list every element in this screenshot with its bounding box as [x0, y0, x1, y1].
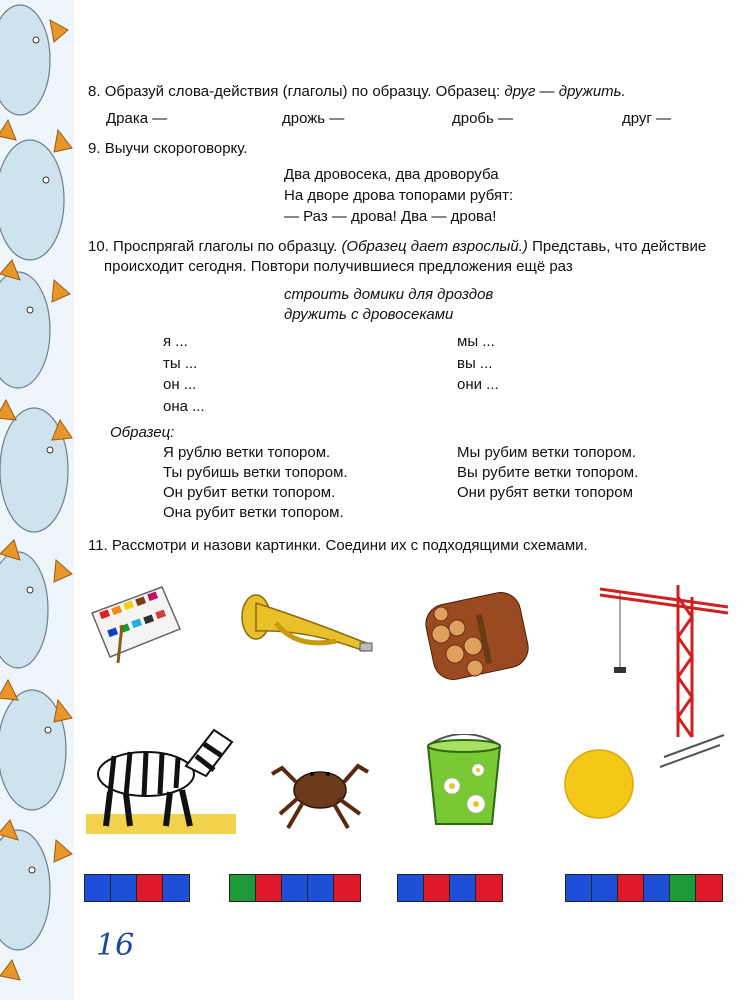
tongue-twister-line: Два дровосека, два дроворуба [284, 166, 499, 183]
scheme-square [308, 875, 334, 901]
scheme-square [398, 875, 424, 901]
scheme-square [282, 875, 308, 901]
task8-instruction: Образуй слова-действия (глаголы) по образцу. Образец: [104, 83, 501, 100]
scheme-square [450, 875, 476, 901]
pronoun: она ... [163, 398, 205, 415]
task10-instruction: Проспрягай глаголы по образцу. [113, 238, 338, 255]
sound-scheme[interactable] [565, 874, 723, 902]
scheme-square [230, 875, 256, 901]
pronoun: я ... [163, 333, 188, 350]
task8-word: друг — [622, 110, 672, 127]
scheme-square [566, 875, 592, 901]
task8-number: 8. [88, 83, 101, 100]
scheme-square [111, 875, 137, 901]
scheme-square [256, 875, 282, 901]
firewood-picture[interactable] [421, 584, 533, 684]
scheme-square [476, 875, 502, 901]
task9-instruction: Выучи скороговорку. [104, 140, 248, 157]
task10-phrase: строить домики для дроздов [284, 286, 494, 303]
scheme-square [85, 875, 111, 901]
sample-label: Образец: [110, 424, 175, 441]
pronoun: он ... [163, 376, 197, 393]
sample-sentence: Мы рубим ветки топором. [457, 444, 637, 461]
task8-word: Драка — [106, 110, 168, 127]
tongue-twister-line: На дворе дрова топорами рубят: [284, 187, 514, 204]
task10-phrase: дружить с дровосеками [284, 306, 454, 323]
task8-example: друг — дружить. [504, 83, 626, 100]
task11-instruction: Рассмотри и назови картинки. Соедини их с подходящими схемами. [111, 537, 588, 554]
sample-sentence: Она рубит ветки топором. [163, 504, 344, 521]
scheme-square [618, 875, 644, 901]
paints-picture[interactable] [88, 583, 184, 663]
sample-sentence: Я рублю ветки топором. [163, 444, 331, 461]
crab-picture[interactable] [268, 748, 372, 832]
page-number: 16 [96, 928, 135, 963]
pronoun: вы ... [457, 355, 493, 372]
task9-number: 9. [88, 140, 101, 157]
task10-instruction-b: Представь, что действие [532, 238, 707, 255]
task10-line1 [88, 238, 706, 256]
yellow-circle-picture[interactable] [563, 748, 635, 820]
sound-scheme[interactable] [84, 874, 190, 902]
scheme-square [137, 875, 163, 901]
tongue-twister-line: — Раз — дрова! Два — дрова! [284, 208, 497, 225]
sound-scheme[interactable] [229, 874, 361, 902]
scheme-square [670, 875, 696, 901]
scheme-square [696, 875, 722, 901]
sample-sentence: Он рубит ветки топором. [163, 484, 336, 501]
crane-picture[interactable] [600, 577, 732, 772]
scheme-square [592, 875, 618, 901]
scheme-square [334, 875, 360, 901]
scheme-square [424, 875, 450, 901]
pronoun: ты ... [163, 355, 198, 372]
bucket-picture[interactable] [424, 734, 504, 828]
trumpet-picture[interactable] [236, 593, 376, 661]
pronoun: они ... [457, 376, 499, 393]
task9-line [88, 140, 247, 158]
pronoun: мы ... [457, 333, 495, 350]
task11-line [88, 537, 588, 555]
fish-border-decoration [0, 0, 74, 1000]
task8-word: дрожь — [282, 110, 345, 127]
scheme-square [163, 875, 189, 901]
task10-note: (Образец дает взрослый.) [341, 238, 528, 255]
sample-sentence: Ты рубишь ветки топором. [163, 464, 348, 481]
sound-scheme[interactable] [397, 874, 503, 902]
task8-word: дробь — [452, 110, 514, 127]
sample-sentence: Они рубят ветки топором [457, 484, 633, 501]
scheme-square [644, 875, 670, 901]
sample-sentence: Вы рубите ветки топором. [457, 464, 639, 481]
task10-line2: происходит сегодня. Повтори получившиеся предложения ещё раз [104, 258, 573, 275]
task11-number: 11. [88, 537, 108, 554]
zebra-picture[interactable] [86, 716, 236, 836]
task8-line [88, 83, 626, 101]
task10-number: 10. [88, 238, 109, 255]
